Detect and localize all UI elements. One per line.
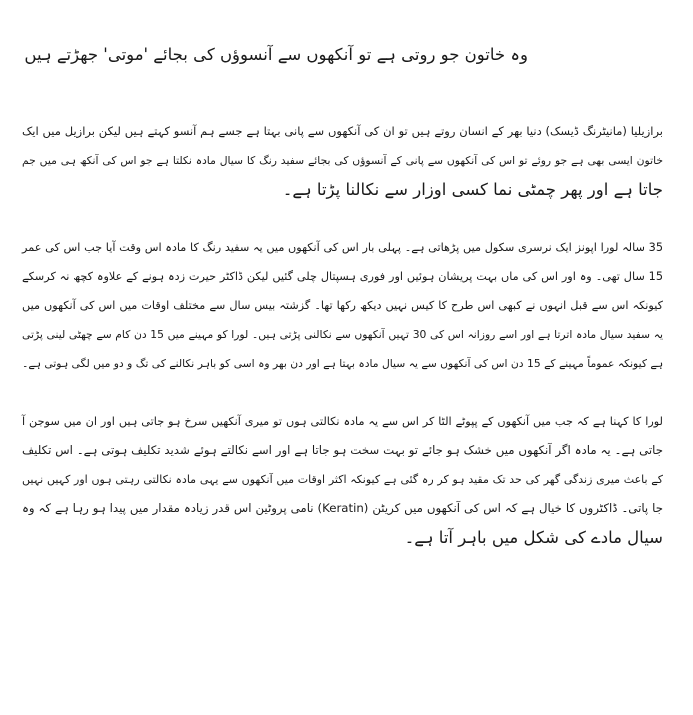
article-paragraph: [22, 117, 663, 204]
article-headline: وہ خاتون جو روتی ہے تو آنکھوں سے آنسوؤں کی بجائے 'موتی' جھڑتے ہیں: [24, 45, 528, 64]
paragraph-line: جاتی ہے۔ یہ مادہ اگر آنکھوں میں خشک ہو جائے تو بہت سخت ہو جاتا ہے اور اسے نکالتے ہوئے شدید تکلیف ہوتی ہے۔ اس تکلیف: [22, 443, 663, 457]
paragraph-line: کے باعث میری زندگی گھر کی حد تک مقید ہو کر رہ گئی ہے کیونکہ اکثر اوقات میں آنکھوں سے یہی مادہ نکالتی رہتی ہوں اور کہیں نہیں: [22, 473, 663, 486]
paragraph-line: کیونکہ اس سے قبل انہوں نے کبھی اس طرح کا کیس نہیں دیکھ رکھا تھا۔ گزشتہ بیس سال سے مختلف اوقات میں اس کی آنکھوں میں: [22, 299, 663, 312]
paragraph-line: جاتا ہے اور پھر چمٹی نما کسی اوزار سے نکالنا پڑتا ہے۔: [282, 180, 663, 199]
paragraph-line: لورا کا کہنا ہے کہ جب میں آنکھوں کے پپوٹے الٹا کر اس سے یہ مادہ نکالتی ہوں تو میری آنکھیں سرخ ہو جاتی ہیں اور ان میں سوجن آ: [22, 415, 663, 428]
article-paragraph: [22, 407, 663, 552]
paragraph-line: 15 سال تھی۔ وہ اور اس کی ماں بہت پریشان ہوئیں اور فوری ہسپتال چلی گئیں لیکن ڈاکٹر حیرت زدہ ہونے کے علاوہ کچھ نہ کرسکے: [22, 270, 663, 283]
paragraph-line: جا پاتی۔ ڈاکٹروں کا خیال ہے کہ اس کی آنکھوں میں کریٹن (Keratin) نامی پروٹین اس قدر زیادہ مقدار میں پیدا ہو رہا ہے کہ وہ: [22, 501, 663, 515]
paragraph-line: یہ سفید سیال مادہ اترتا ہے اور اسے روزانہ اس کی 30 تہیں آنکھوں سے نکالنی پڑتی ہیں۔ لورا کو مہینے میں 15 دن کام سے چھٹی لینی پڑتی: [22, 328, 663, 341]
paragraph-line: خاتون ایسی بھی ہے جو روئے تو اس کی آنکھوں سے پانی کے آنسوؤں کی بجائے سفید رنگ کا سیال مادہ نکلتا ہے جو اس کی آنکھ ہی میں جم: [22, 154, 663, 167]
paragraph-line: ہے کیونکہ عموماً مہینے کے 15 دن اس کی آنکھوں سے یہ سیال مادہ بہتا ہے اور دن بھر وہ اسی کو باہر نکالنے کی تگ و دو میں لگی ہوتی ہے۔: [22, 357, 663, 370]
paragraph-line: سیال مادے کی شکل میں باہر آتا ہے۔: [404, 528, 663, 547]
paragraph-line: برازیلیا (مانیٹرنگ ڈیسک) دنیا بھر کے انسان روتے ہیں تو ان کی آنکھوں سے پانی بہتا ہے جسے ہم آنسو کہتے ہیں لیکن برازیل میں ایک: [22, 124, 663, 138]
article-paragraph: [22, 233, 663, 378]
paragraph-line: 35 سالہ لورا اپونز ایک نرسری سکول میں پڑھاتی ہے۔ پہلی بار اس کی آنکھوں میں یہ سفید رنگ کا مادہ اس وقت آیا جب اس کی عمر: [22, 241, 663, 254]
